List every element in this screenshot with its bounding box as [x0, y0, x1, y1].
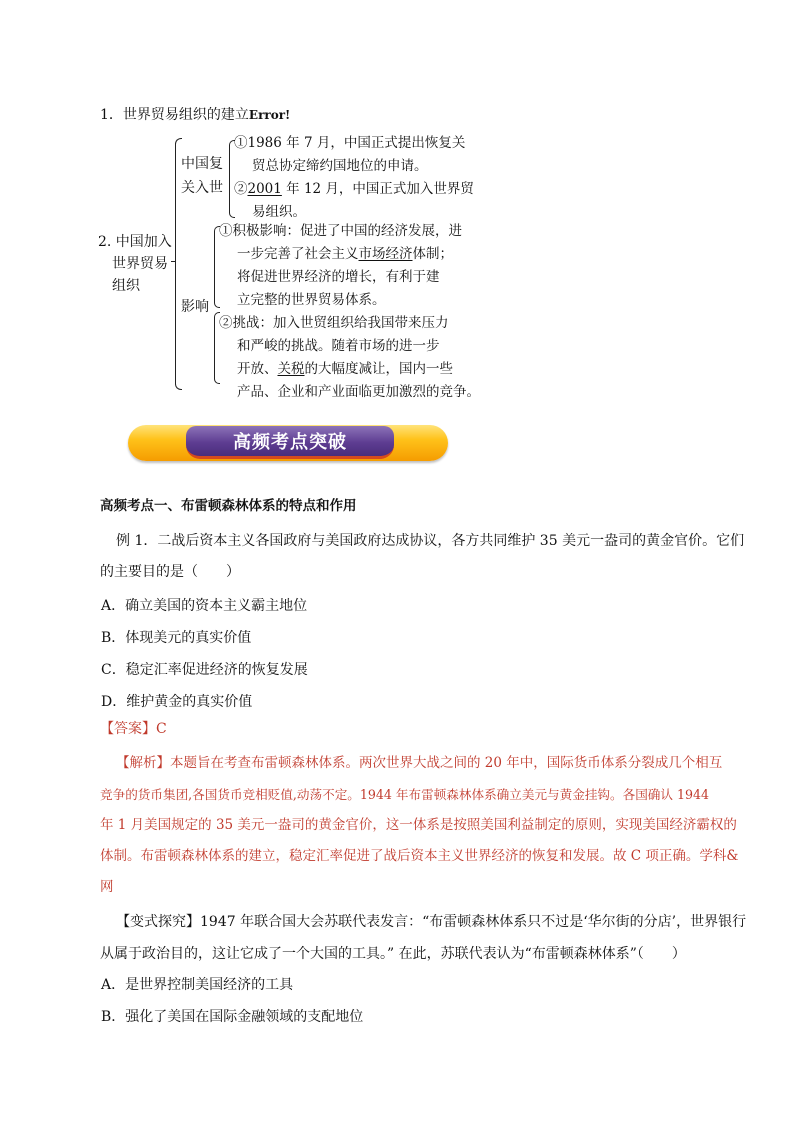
option-d: D．维护黄金的真实价值 — [101, 694, 253, 710]
variant-option-a: A．是世界控制美国经济的工具 — [101, 977, 294, 993]
impact-point: ①积极影响：促进了中国的经济发展，进 — [219, 223, 462, 239]
error-text: Error! — [248, 108, 291, 122]
item2-label-line: 2. 中国加入 — [98, 234, 172, 250]
impact-point: 产品、企业和产业面临更加激烈的竞争。 — [237, 384, 480, 400]
rejoin-point: ①1986 年 7 月，中国正式提出恢复关 — [234, 135, 466, 151]
rejoin-label-line: 关入世 — [181, 180, 223, 196]
underlined-term: 关税 — [277, 361, 305, 377]
section-title: 高频考点一、布雷顿森林体系的特点和作用 — [100, 498, 357, 514]
option-c: C．稳定汇率促进经济的恢复发展 — [101, 662, 308, 678]
impact-label: 影响 — [181, 299, 209, 315]
rejoin-point-2-text: 年 12 月，中国正式加入世界贸 — [281, 181, 474, 197]
rejoin-point: 贸总协定缔约国地位的申请。 — [252, 158, 428, 174]
rejoin-year: 2001 — [247, 181, 282, 197]
impact-text: 的大幅度减让，国内一些 — [304, 361, 453, 377]
impact-point: ②挑战：加入世贸组织给我国带来压力 — [219, 315, 449, 331]
answer-value: C — [156, 721, 167, 737]
impact-point: 将促进世界经济的增长，有利于建 — [237, 269, 440, 285]
impact-point: 和严峻的挑战。随着市场的进一步 — [237, 338, 440, 354]
example-question — [100, 526, 744, 588]
impact-text: 一步完善了社会主义 — [237, 246, 359, 262]
variant-line: 【变式探究】1947 年联合国大会苏联代表发言：“布雷顿森林体系只不过是‘华尔街的分店’，世界银行 — [116, 914, 747, 930]
impact-text: 开放、 — [237, 361, 278, 377]
rejoin-label — [181, 152, 223, 200]
variant-option-b: B．强化了美国在国际金融领域的支配地位 — [101, 1009, 364, 1025]
example-options — [101, 590, 308, 718]
answer-label: 【答案】 — [100, 721, 156, 737]
rejoin-point: 易组织。 — [252, 204, 306, 220]
question-line: 例 1．二战后资本主义各国政府与美国政府达成协议，各方共同维护 35 美元一盎司的黄金官价。它们 — [116, 533, 745, 549]
banner-title: 高频考点突破 — [186, 426, 394, 459]
impact-point-2c — [219, 358, 480, 381]
analysis-line: 年 1 月美国规定的 35 美元一盎司的黄金官价，这一体系是按照美国利益制定的原则，实现美国经济霸权的 — [100, 817, 737, 833]
item2-label-line: 世界贸易 — [112, 256, 168, 272]
rejoin-label-line: 中国复 — [181, 156, 223, 172]
underlined-term: 市场经济 — [358, 246, 413, 262]
question-line: 的主要目的是（ ） — [100, 564, 240, 580]
impact-points — [219, 220, 480, 404]
analysis-label: 【解析】 — [116, 755, 170, 771]
rejoin-point-2 — [234, 178, 474, 201]
impact-point-1b — [219, 243, 480, 266]
variant-line: 从属于政治目的，这让它成了一个大国的工具。” 在此，苏联代表认为“布雷顿森林体系”（ ） — [100, 946, 686, 962]
rejoin-points — [234, 132, 474, 224]
analysis — [100, 748, 738, 903]
option-a: A．确立美国的资本主义霸主地位 — [101, 598, 308, 614]
item2-label-line: 组织 — [112, 278, 140, 294]
analysis-line: 竞争的货币集团,各国货币竞相贬值,动荡不定。1944 年布雷顿森林体系确立美元与黄金挂钩。各国确认 1944 — [100, 787, 710, 802]
impact-text: 体制； — [412, 246, 453, 262]
rejoin-point-2-marker: ② — [234, 181, 248, 197]
section-banner — [128, 425, 448, 461]
variant-options — [101, 969, 363, 1033]
outline-item-1 — [100, 104, 290, 124]
variant-question — [100, 906, 746, 970]
analysis-line: 网 — [100, 879, 114, 895]
analysis-line: 【解析】本题旨在考查布雷顿森林体系。两次世界大战之间的 20 年中，国际货币体系分裂成几个相互 — [116, 755, 723, 771]
impact-point: 立完整的世界贸易体系。 — [237, 292, 386, 308]
analysis-line: 体制。布雷顿森林体系的建立，稳定汇率促进了战后资本主义世界经济的恢复和发展。故 C 项正确。学科& — [100, 848, 739, 864]
option-b: B．体现美元的真实价值 — [101, 630, 252, 646]
answer — [100, 718, 167, 738]
outline-item-1-text: 1．世界贸易组织的建立 — [100, 107, 249, 123]
item2-label — [98, 231, 172, 297]
